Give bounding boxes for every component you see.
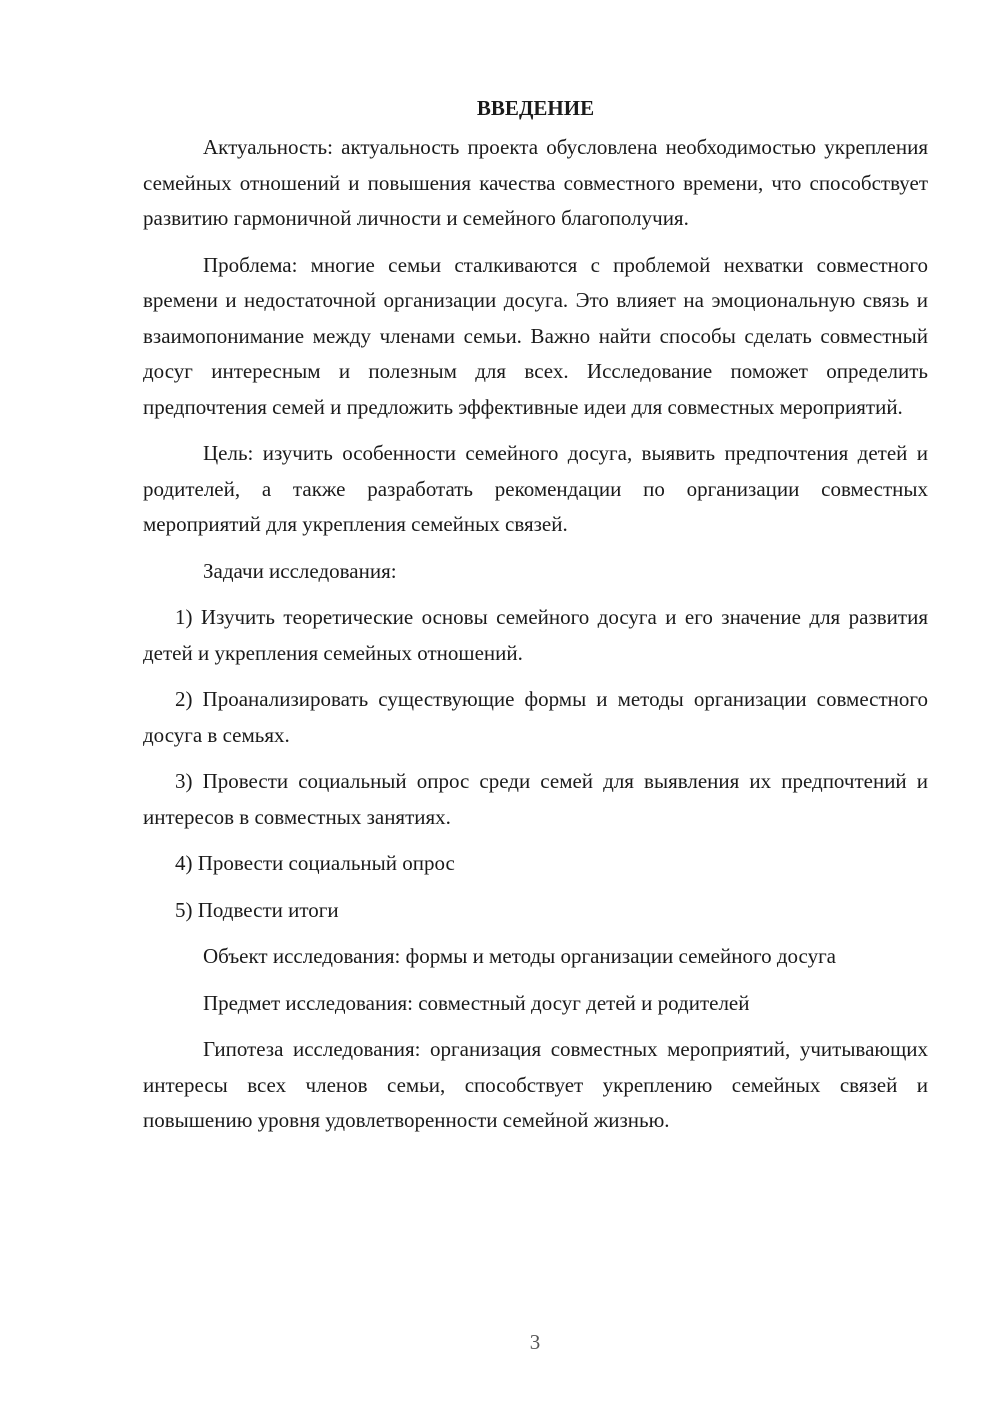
problem-paragraph: Проблема: многие семьи сталкиваются с проблемой нехватки совместного времени и недостаточной организации досуга. Это влияет на эмоциональную связь и взаимопонимание между членами семьи. Важно найти способы сделать совместный досуг интересным и полезным для всех. Исследование поможет определить предпочтения семей и предложить эффективные идеи для совместных мероприятий. xyxy=(143,252,928,419)
tasks-heading: Задачи исследования: xyxy=(203,558,397,583)
task-item-4: 4) Провести социальный опрос xyxy=(175,851,455,875)
section-title: ВВЕДЕНИЕ xyxy=(476,96,595,120)
goal-paragraph: Цель: изучить особенности семейного досуга, выявить предпочтения детей и родителей, а также разработать рекомендации по организации совместных мероприятий для укрепления семейных связей. xyxy=(143,441,928,536)
page-number: 3 xyxy=(529,1330,541,1354)
task-item-5: 5) Подвести итоги xyxy=(175,897,339,922)
object-paragraph: Объект исследования: формы и методы организации семейного досуга xyxy=(203,944,837,968)
relevance-paragraph: Актуальность: актуальность проекта обусловлена необходимостью укрепления семейных отношений и повышения качества совместного времени, что способствует развитию гармоничной личности и семейного благополучия. xyxy=(143,135,928,230)
task-item-3: 3) Провести социальный опрос среди семей для выявления их предпочтений и интересов в совместных занятиях. xyxy=(143,769,928,829)
hypothesis-paragraph: Гипотеза исследования: организация совместных мероприятий, учитывающих интересы всех членов семьи, способствует укреплению семейных связей и повышению уровня удовлетворенности семейной жизнью. xyxy=(143,1037,928,1132)
task-item-1: 1) Изучить теоретические основы семейного досуга и его значение для развития детей и укрепления семейных отношений. xyxy=(143,605,928,665)
task-item-2: 2) Проанализировать существующие формы и методы организации совместного досуга в семьях. xyxy=(143,687,928,747)
subject-paragraph: Предмет исследования: совместный досуг детей и родителей xyxy=(203,990,750,1015)
document-page xyxy=(143,90,928,1150)
